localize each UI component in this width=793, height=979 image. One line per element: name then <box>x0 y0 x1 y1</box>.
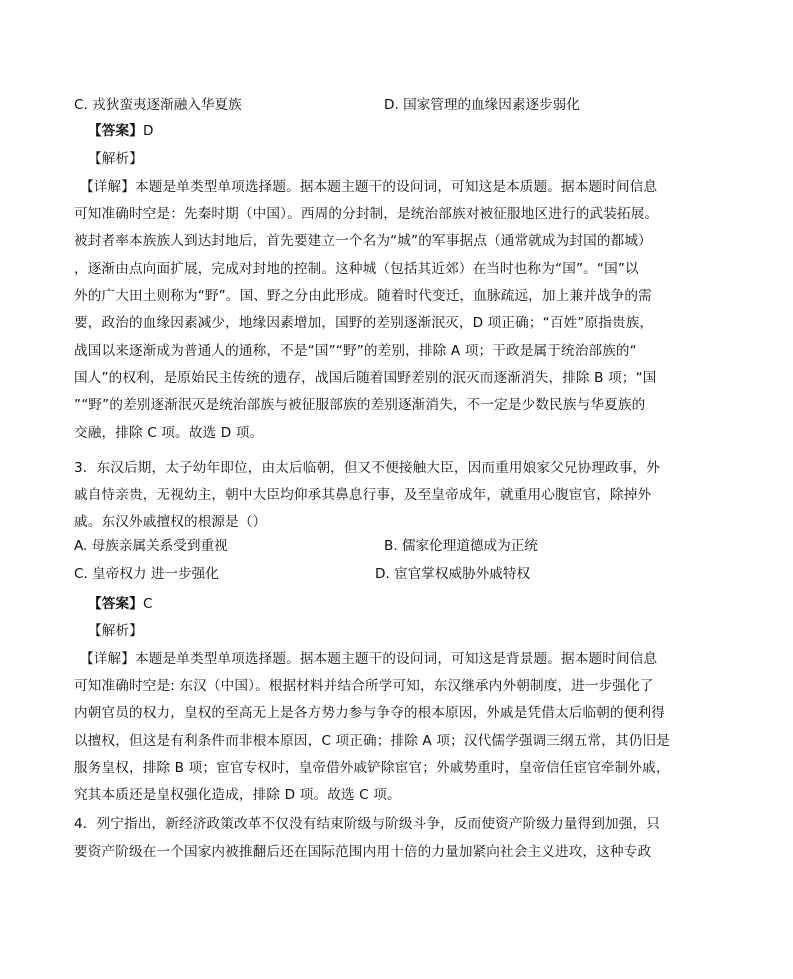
q2-option-d: D. 国家管理的血缘因素逐步弱化 <box>384 97 580 113</box>
q2-analysis-label: 【解析】 <box>88 151 143 167</box>
q3-detail-line: 内朝官员的权力，皇权的至高无上是各方势力参与争夺的根本原因，外戚是凭借太后临朝的便利得 <box>74 705 665 721</box>
q3-detail-line: 以擅权，但这是有利条件而非根本原因，C 项正确；排除 A 项；汉代儒学强调三纲五常，其仍旧是 <box>74 733 670 749</box>
q3-option-b: B. 儒家伦理道德成为正统 <box>384 538 538 554</box>
q2-answer <box>88 118 748 144</box>
q2-detail-line: 被封者率本族族人到达封地后，首先要建立一个名为“城”的军事据点（通常就成为封国的都城） <box>74 233 652 249</box>
q2-option-c: C. 戎狄蛮夷逐渐融入华夏族 <box>74 97 242 113</box>
q3-answer <box>88 591 748 617</box>
q3-detail-line: 【详解】本题是单类型单项选择题。据本题主题干的设问词，可知这是背景题。据本题时间信息 <box>80 651 658 667</box>
answer-label: 【答案】 <box>88 123 143 139</box>
q3-option-d: D. 宦官掌权威胁外戚特权 <box>375 566 531 582</box>
q3-option-c: C. 皇帝权力 进一步强化 <box>74 566 219 582</box>
q3-analysis-label: 【解析】 <box>88 623 143 639</box>
q2-detail-line: 可知准确时空是：先秦时期（中国）。西周的分封制，是统治部族对被征服地区进行的武装拓展。 <box>74 206 659 222</box>
q2-detail-line: ”“野”的差别逐渐泯灭是统治部族与被征服部族的差别逐渐消失，不一定是少数民族与华夏族的 <box>74 397 646 413</box>
q2-detail-line: 【详解】本题是单类型单项选择题。据本题主题干的设问词，可知这是本质题。据本题时间信息 <box>80 179 658 195</box>
q2-detail-line: 战国以来逐渐成为普通人的通称，不是“国”“野”的差别，排除 A 项；干政是属于统治部族的“ <box>74 343 637 359</box>
q2-detail-line: ，逐渐由点向面扩展，完成对封地的控制。这种城（包括其近郊）在当时也称为“国”。“国”以 <box>74 261 639 277</box>
q2-detail-line: 国人”的权利，是原始民主传统的遗存，战国后随着国野差别的泯灭而逐渐消失，排除 B 项；“国 <box>74 370 657 386</box>
q3-detail-line: 究其本质还是皇权强化造成，排除 D 项。故选 C 项。 <box>74 787 401 803</box>
q2-detail-line: 交融，排除 C 项。故选 D 项。 <box>74 425 264 441</box>
answer-value: C <box>142 596 153 612</box>
q4-stem-line: 要资产阶级在一个国家内被推翻后还在国际范围内用十倍的力量加紧向社会主义进攻，这种专政 <box>74 844 652 860</box>
q3-detail-line: 服务皇权，排除 B 项；宦官专权时，皇帝借外戚铲除宦官；外戚势重时，皇帝信任宦官牵制外戚， <box>74 760 670 776</box>
q3-detail-line: 可知准确时空是: 东汉（中国）。根据材料并结合所学可知，东汉继承内外朝制度，进一步强化了 <box>74 678 654 694</box>
q3-option-a: A. 母族亲属关系受到重视 <box>74 538 228 554</box>
q2-detail-line: 要，政治的血缘因素减少，地缘因素增加，国野的差别逐渐泯灭，D 项正确；“百姓”原指贵族， <box>74 315 654 331</box>
q3-stem-line: 3．东汉后期，太子幼年即位，由太后临朝，但又不便接触大臣，因而重用娘家父兄协理政事，外 <box>74 460 661 476</box>
q3-stem-line: 戚。东汉外戚擅权的根源是（） <box>74 514 267 530</box>
q4-stem-line: 4．列宁指出，新经济政策改革不仅没有结束阶级与阶级斗争，反而使资产阶级力量得到加强，只 <box>74 816 661 832</box>
q2-detail-line: 外的广大田土则称为“野”。国、野之分由此形成。随着时代变迁，血脉疏远，加上兼并战争的需 <box>74 288 652 304</box>
answer-value: D <box>142 123 154 139</box>
q3-stem-line: 戚自恃亲贵，无视幼主，朝中大臣均仰承其鼻息行事，及至皇帝成年，就重用心腹宦官，除掉外 <box>74 487 652 503</box>
answer-label: 【答案】 <box>88 596 143 612</box>
